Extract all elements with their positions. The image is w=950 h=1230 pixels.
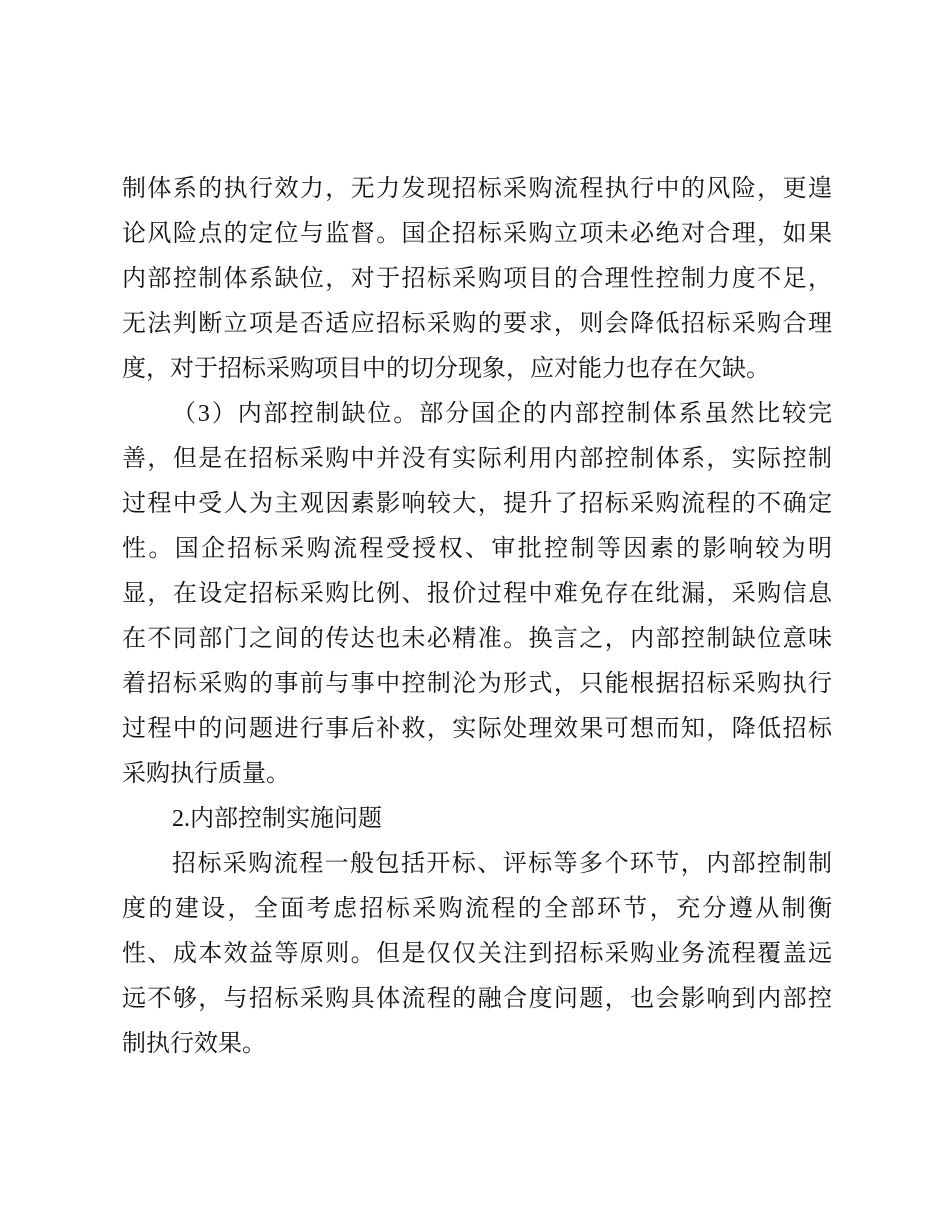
text-line: 内部控制体系缺位，对于招标采购项目的合理性控制力度不足， — [122, 266, 832, 292]
section-heading — [122, 797, 832, 842]
text-line: 着招标采购的事前与事中控制沦为形式，只能根据招标采购执行 — [122, 671, 832, 697]
document-page — [122, 167, 832, 1067]
paragraph-implementation-issues — [122, 842, 832, 1067]
text-line: 无法判断立项是否适应招标采购的要求，则会降低招标采购合理 — [122, 311, 832, 337]
text-line: 性、成本效益等原则。但是仅仅关注到招标采购业务流程覆盖远 — [122, 941, 832, 967]
text-line: （3）内部控制缺位。部分国企的内部控制体系虽然比较完 — [172, 401, 832, 427]
text-line: 性。国企招标采购流程受授权、审批控制等因素的影响较为明 — [122, 536, 832, 562]
text-line: 度的建设，全面考虑招标采购流程的全部环节，充分遵从制衡 — [122, 896, 832, 922]
text-line: 远不够，与招标采购具体流程的融合度问题，也会影响到内部控 — [122, 986, 832, 1012]
text-line: 过程中的问题进行事后补救，实际处理效果可想而知，降低招标 — [122, 716, 832, 742]
text-line: 度，对于招标采购项目中的切分现象，应对能力也存在欠缺。 — [122, 356, 770, 382]
text-line: 过程中受人为主观因素影响较大，提升了招标采购流程的不确定 — [122, 491, 832, 517]
text-line: 在不同部门之间的传达也未必精准。换言之，内部控制缺位意味 — [122, 626, 832, 652]
text-line: 论风险点的定位与监督。国企招标采购立项未必绝对合理，如果 — [122, 221, 832, 247]
text-line: 善，但是在招标采购中并没有实际利用内部控制体系，实际控制 — [122, 446, 832, 472]
text-line: 制体系的执行效力，无力发现招标采购流程执行中的风险，更遑 — [122, 176, 832, 202]
text-line: 采购执行质量。 — [122, 761, 290, 787]
paragraph-internal-control-absence — [122, 392, 832, 797]
text-line: 制执行效果。 — [122, 1031, 266, 1057]
paragraph-continuation — [122, 167, 832, 392]
heading-text: 2.内部控制实施问题 — [172, 806, 382, 832]
text-line: 显，在设定招标采购比例、报价过程中难免存在纰漏，采购信息 — [122, 581, 832, 607]
text-line: 招标采购流程一般包括开标、评标等多个环节，内部控制制 — [172, 851, 832, 877]
